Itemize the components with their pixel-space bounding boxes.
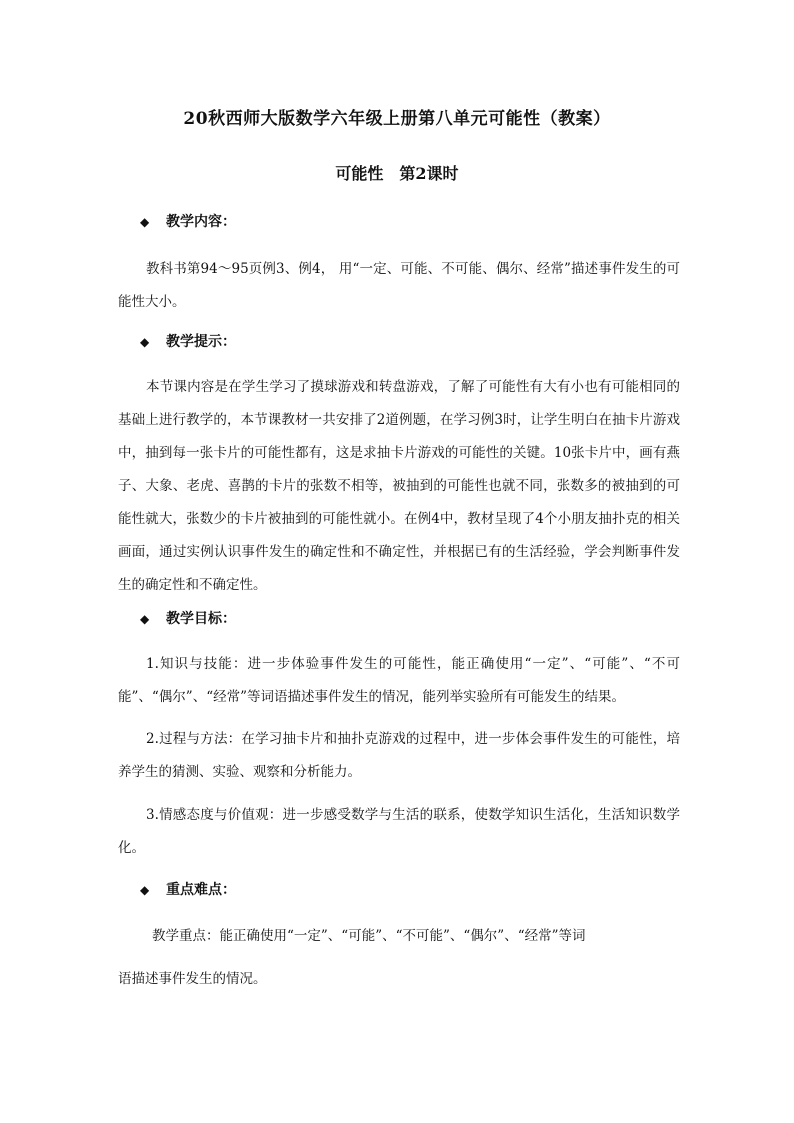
objective-item: 3.情感态度与价值观：进一步感受数学与生活的联系，使数学知识生活化，生活知识数学化。: [118, 807, 680, 856]
diamond-bullet-icon: ◆: [140, 215, 150, 229]
diamond-bullet-icon: ◆: [140, 612, 150, 626]
lesson-subtitle: 可能性 第2课时: [335, 164, 459, 183]
section-heading-hints: [140, 332, 236, 352]
section-paragraph: 教科书第94～95页例3、例4， 用“一定、可能、不可能、偶尔、经常”描述事件发生的可能性大小。: [118, 261, 680, 310]
section-heading-label: 教学内容：: [166, 214, 236, 230]
section-heading-keypoints: [140, 880, 236, 900]
document-title: 20秋西师大版数学六年级上册第八单元可能性（教案）: [183, 109, 611, 129]
section-heading-label: 教学目标：: [166, 611, 236, 627]
section-heading-label: 教学提示：: [166, 334, 236, 350]
diamond-bullet-icon: ◆: [140, 335, 150, 349]
diamond-bullet-icon: ◆: [140, 883, 150, 897]
section-heading-objectives: [140, 609, 236, 629]
objective-item: 1.知识与技能：进一步体验事件发生的可能性，能正确使用“一定”、“可能”、“不可能”、“偶尔”、“经常”等词语描述事件发生的情况，能列举实验所有可能发生的结果。: [118, 656, 680, 705]
section-paragraph: 本节课内容是在学生学习了摸球游戏和转盘游戏，了解了可能性有大有小也有可能相同的基础上进行教学的，本节课教材一共安排了2道例题，在学习例3时，让学生明白在抽卡片游戏中，抽到每一张卡片的可能性都有，这是求抽卡片游戏的可能性的关键。10张卡片中，画有燕子、大象、老虎、喜鹊的卡片的张数不相等，被抽到的可能性也就不同，张数多的被抽到的可能性就大，张数少的卡片被抽到的可能性就小。在例4中，教材呈现了4个小朋友抽扑克的相关画面，通过实例认识事件发生的确定性和不确定性，并根据已有的生活经验，学会判断事件发生的确定性和不确定性。: [118, 379, 680, 593]
objective-item: 2.过程与方法：在学习抽卡片和抽扑克游戏的过程中，进一步体会事件发生的可能性，培养学生的猜测、实验、观察和分析能力。: [118, 731, 680, 780]
section-heading-content: [140, 212, 236, 232]
keypoint-line: 教学重点：能正确使用“一定”、“可能”、“不可能”、“偶尔”、“经常”等词: [152, 928, 586, 944]
section-heading-label: 重点难点：: [166, 882, 236, 898]
keypoint-line: 语描述事件发生的情况。: [118, 971, 267, 987]
